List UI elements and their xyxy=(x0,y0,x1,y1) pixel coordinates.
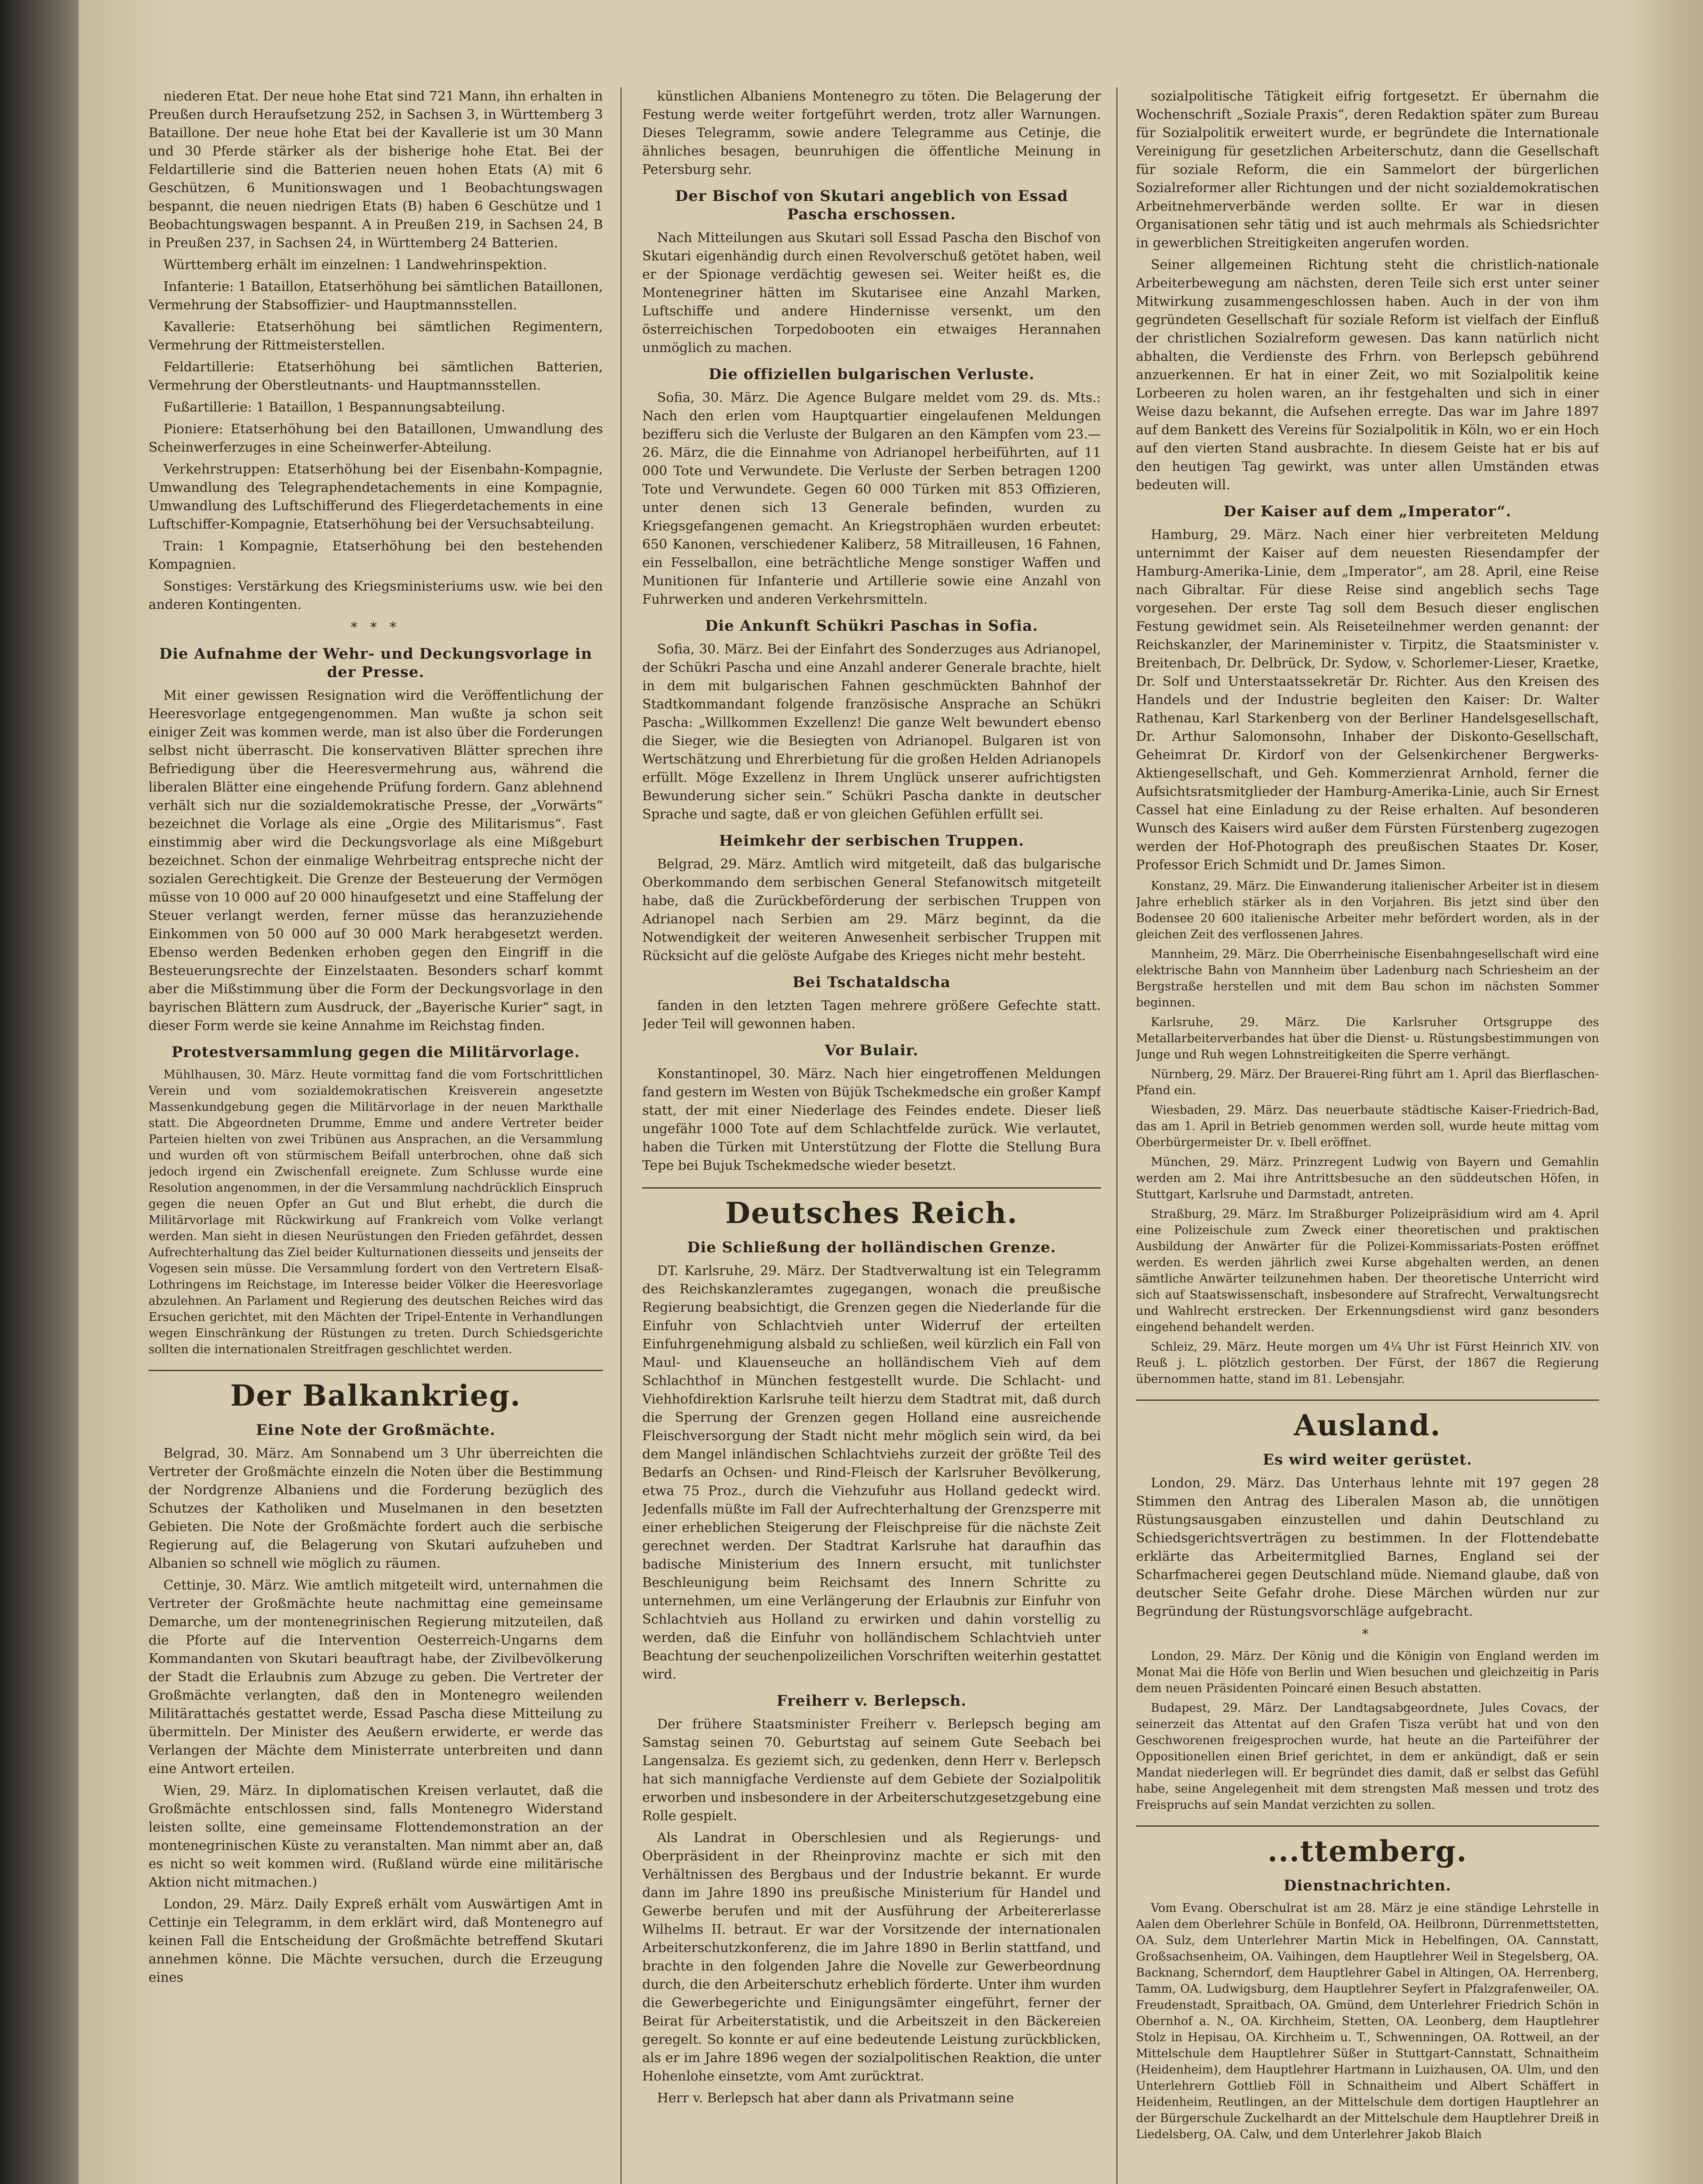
article-text: Verkehrstruppen: Etatserhöhung bei der Eisenbahn-Kompagnie, Umwandlung des Telegraphendetachements in eine Kompagnie, Umwandlung des Luftschifferund des Fliegerdetachements in eine Luftschiffer-Kompagnie, Etatserhöhung bei der Versuchsabteilung. xyxy=(149,462,603,532)
headline: Es wird weiter gerüstet. xyxy=(1263,1451,1472,1469)
article-text: Als Landrat in Oberschlesien und als Regierungs- und Oberpräsident in der Rheinprovinz machte er sich mit den Verhältnissen des Bergbaus und der Industrie bekannt. Er wurde dann im Jahre 1890 ins preußische Ministerium für Handel und Gewerbe berufen und mit der Ausführung der Arbeitererlasse Wilhelms II. betraut. Er war der Vorsitzende der internationalen Arbeiterschutzkonferenz, die im Jahre 1890 in Berlin stattfand, und brachte in den folgenden Jahre die Novelle zur Gewerbeordnung durch, die den Arbeiterschutz erheblich förderte. Unter ihm wurden die Gewerbegerichte und Einigungsämter eingeführt, ferner der Beirat für Arbeiterstatistik, und die Arbeitszeit in den Bäckereien geregelt. So konnte er auf eine bedeutende Leistung zurückblicken, als er im Jahre 1896 wegen der sozialpolitischen Reaktion, die unter Hohenlohe einsetzte, vom Amt zurücktrat. xyxy=(642,1830,1101,2084)
headline: Eine Note der Großmächte. xyxy=(256,1421,496,1439)
article-text: Konstantinopel, 30. März. Nach hier eingetroffenen Meldungen fand gestern im Westen von Büjük Tschekmedsche ein großer Kampf statt, der mit einer Niederlage des Feindes endete. Dieser ließ ungefähr 1000 Tote auf dem Schlachtfelde zurück. Wie verlautet, haben die Türken mit Unterstützung der Flotte die Stellung Bura Tepe bei Bujuk Tschekmedsche wieder besetzt. xyxy=(642,1066,1101,1173)
section-title: Deutsches Reich. xyxy=(642,1187,1101,1230)
article-text: Cettinje, 30. März. Wie amtlich mitgeteilt wird, unternahmen die Vertreter der Großmächte heute nachmittag eine gemeinsame Demarche, um der montenegrinischen Regierung mitzuteilen, daß die Pforte auf die Intervention Oesterreich-Ungarns dem Kommandanten von Skutari beauftragt habe, der Zivilbevölkerung der Stadt die Erlaubnis zum Abzuge zu geben. Die Vertreter der Großmächte verlangten, daß den in Montenegro weilenden Militärattachés gestattet werde, Essad Pascha diese Mitteilung zu übermitteln. Der Minister des Aeußern erwiderte, er werde das Verlangen der Mächte dem Ministerrate unterbreiten und dann eine Antwort erteilen. xyxy=(149,1578,603,1776)
headline: Dienstnachrichten. xyxy=(1284,1877,1451,1894)
news-item: Schleiz, 29. März. Heute morgen um 4¼ Uhr ist Fürst Heinrich XIV. von Reuß j. L. plötzlich gestorben. Der Fürst, der 1867 die Regierung übernommen hatte, stand im 81. Lebensjahr. xyxy=(1136,1340,1599,1386)
news-item: Konstanz, 29. März. Die Einwanderung italienischer Arbeiter ist in diesem Jahre erheblich stärker als in den Vorjahren. Bis jetzt sind über den Bodensee 20 600 italienische Arbeiter mehr befördert worden, als in der gleichen Zeit des verflossenen Jahres. xyxy=(1136,879,1599,941)
article-text: sozialpolitische Tätigkeit eifrig fortgesetzt. Er übernahm die Wochenschrift „Soziale Praxis“, deren Redaktion später zum Bureau für Sozialpolitik erweitert wurde, er begründete die Internationale Vereinigung für gesetzlichen Arbeiterschutz, dann die Gesellschaft für soziale Reform, die ein Sammelort der bürgerlichen Sozialreformer aller Richtungen und der nicht sozialdemokratischen Arbeitnehmerverbände werden sollte. Er war in diesen Organisationen sehr tätig und ist auch mehrmals als Schiedsrichter in gewerblichen Streitigkeiten angerufen worden. xyxy=(1136,89,1599,251)
article-text: Herr v. Berlepsch hat aber dann als Privatmann seine xyxy=(657,2091,1014,2106)
article-text: Sofia, 30. März. Bei der Einfahrt des Sonderzuges aus Adrianopel, der Schükri Pascha und eine Anzahl anderer Generale brachte, hielt in dem mit bulgarischen Fahnen geschmückten Bahnhof der Stadtkommandant folgende französische Ansprache an Schükri Pascha: „Willkommen Exzellenz! Die ganze Welt bewundert ebenso die Sieger, wie die Besiegten von Adrianopel. Bulgaren ist von Wertschätzung und Ehrerbietung für die großen Helden Adrianopels erfüllt. Möge Exzellenz in Ihrem Unglück unserer aufrichtigsten Bewunderung sicher sein.“ Schükri Pascha dankte in deutscher Sprache und sagte, daß er von gleichen Gefühlen erfüllt sei. xyxy=(642,642,1101,822)
article-text: Feldartillerie: Etatserhöhung bei sämtlichen Batterien, Vermehrung der Oberstleutnants- und Hauptmannsstellen. xyxy=(149,359,603,393)
article-text: niederen Etat. Der neue hohe Etat sind 721 Mann, ihn erhalten in Preußen durch Heraufsetzung 252, in Sachsen 3, in Württemberg 3 Bataillone. Der neue hohe Etat bei der Kavallerie ist um 30 Mann und 30 Pferde stärker als der bisherige hohe Etat. Bei der Feldartillerie sind die Batterien neuen hohen Etats (A) mit 6 Geschützen, 6 Munitionswagen und 1 Beobachtungswagen bespannt, die neuen niedrigen Etats (B) haben 6 Geschütze und 1 Beobachtungswagen bespannt. A in Preußen 219, in Sachsen 24, B in Preußen 237, in Sachsen 24, in Württemberg 24 Batterien. xyxy=(149,89,603,251)
section-separator: * * * xyxy=(350,620,401,635)
column-left xyxy=(149,87,603,2184)
article-text: Wien, 29. März. In diplomatischen Kreisen verlautet, daß die Großmächte entschlossen sind, falls Montenegro Widerstand leisten sollte, eine gemeinsame Flottendemonstration an der montenegrinischen Küste zu veranstalten. Man nimmt aber an, daß es nicht so weit kommen wird. (Rußland würde eine militärische Aktion nicht mitmachen.) xyxy=(149,1783,603,1890)
headline: Protestversammlung gegen die Militärvorlage. xyxy=(171,1044,580,1061)
column-rule xyxy=(620,87,622,2184)
column-rule xyxy=(1116,87,1118,2184)
headline: Die offiziellen bulgarischen Verluste. xyxy=(708,366,1035,383)
news-item: Mannheim, 29. März. Die Oberrheinische Eisenbahngesellschaft wird eine elektrische Bahn von Mannheim über Ladenburg nach Schriesheim an der Bergstraße herstellen und mit dem Bau schon im nächsten Sommer beginnen. xyxy=(1136,947,1599,1009)
article-text: DT. Karlsruhe, 29. März. Der Stadtverwaltung ist ein Telegramm des Reichskanzleramtes zugegangen, wonach die preußische Regierung beabsichtigt, die Grenzen gegen die Niederlande für die Einfuhr von Schlachtvieh unter Widerruf der erteilten Einfuhrgenehmigung alsbald zu schließen, weil kürzlich ein Fall von Maul- und Klauenseuche an holländischem Vieh auf dem Schlachthof in München festgestellt wurde. Die Schlacht- und Viehhofdirektion Karlsruhe teilt hierzu dem Stadtrat mit, daß durch die Sperrung der Grenzen gegen Holland eine ausreichende Fleischversorgung der Stadt nicht mehr möglich sein wird, da bei dem Mangel inländischen Schlachtviehs zurzeit der größte Teil des Bedarfs an Ochsen- und Rind-Fleisch der Karlsruher Bevölkerung, etwa 75 Proz., durch die Viehzufuhr aus Holland gedeckt wird. Jedenfalls müßte im Fall der Aufrechterhaltung der Grenzsperre mit einer erheblichen Steigerung der Fleischpreise für die nächste Zeit gerechnet werden. Der Stadtrat Karlsruhe hat daraufhin das badische Ministerium des Innern ersucht, mit tunlichster Beschleunigung beim Reichsamt des Innern Schritte zu unternehmen, um eine Verlängerung der Erlaubnis zur Einfuhr von Schlachtvieh aus Holland zu erwirken und dahin vorstellig zu werden, daß die Einfuhr von holländischem Schlachtvieh unter Beachtung der seuchenpolizeilichen Vorschriften weiterhin gestattet wird. xyxy=(642,1263,1101,1682)
article-text: Mit einer gewissen Resignation wird die Veröffentlichung der Heeresvorlage entgegengenommen. Man wußte ja schon seit einiger Zeit was kommen werde, man ist also über die Forderungen selbst nicht überrascht. Die konservativen Blätter sprechen ihre Befriedigung über die Heeresvermehrung aus, während die liberalen Blätter eine eingehende Prüfung fordern. Ganz ablehnend verhält sich nur die sozialdemokratische Presse, der „Vorwärts“ bezeichnet die Vorlage als eine „Orgie des Militarismus“. Fast einstimmig aber wird die Deckungsvorlage als eine Mißgeburt bezeichnet. Schon der einmalige Wehrbeitrag entspreche nicht der sozialen Gerechtigkeit. Die Grenze der Besteuerung der Vermögen müsse von 10 000 auf 20 000 hinaufgesetzt und eine Staffelung der Steuer verlangt werden, ferner müsse das heranzuziehende Einkommen von 50 000 auf 30 000 Mark herabgesetzt werden. Ebenso werden Bedenken erhoben gegen den Eingriff in die Besteuerungsrechte der Einzelstaaten. Besonders scharf kommt aber die Mißstimmung über die Form der Deckungsvorlage in den bayrischen Blättern zum Ausdruck, der „Bayerische Kurier“ sagt, in dieser Form werde sie keine Annahme im Reichstag finden. xyxy=(149,688,603,1033)
headline: Vor Bulair. xyxy=(824,1042,919,1059)
headline: Freiherr v. Berlepsch. xyxy=(776,1692,967,1710)
article-text: Nach Mitteilungen aus Skutari soll Essad Pascha den Bischof von Skutari eigenhändig durch einen Revolverschuß getötet haben, weil er der Spionage verdächtig gewesen sei. Weiter heißt es, die Montenegriner hätten im Skutarisee eine Anzahl Marken, Luftschiffe und andere Hindernisse versenkt, um den österreichischen Torpedobooten ein etwaiges Herannahen unmöglich zu machen. xyxy=(642,230,1101,356)
headline: Bei Tschataldscha xyxy=(793,974,951,991)
article-text: künstlichen Albaniens Montenegro zu töten. Die Belagerung der Festung werde weiter fortgeführt werden, trotz aller Warnungen. Dieses Telegramm, sowie andere Telegramme aus Cetinje, die ähnliches besagen, beunruhigen die öffentliche Meinung in Petersburg sehr. xyxy=(642,89,1101,177)
book-binding xyxy=(0,0,79,2184)
section-title: Der Balkankrieg. xyxy=(149,1370,603,1413)
article-text: Kavallerie: Etatserhöhung bei sämtlichen Regimentern, Vermehrung der Rittmeisterstellen. xyxy=(149,319,603,353)
page-edge-shadow xyxy=(1633,0,1703,2184)
article-text: Infanterie: 1 Bataillon, Etatserhöhung bei sämtlichen Bataillonen, Vermehrung der Stabsoffizier- und Hauptmannsstellen. xyxy=(149,279,603,313)
article-text: London, 29. März. Daily Expreß erhält vom Auswärtigen Amt in Cettinje ein Telegramm, in dem erklärt wird, daß Montenegro auf keinen Fall die Entscheidung der Großmächte betreffend Skutari annehmen könne. Die Mächte versuchen, durch die Erzeugung eines xyxy=(149,1897,603,1985)
news-item: Straßburg, 29. März. Im Straßburger Polizeipräsidium wird am 4. April eine Polizeischule zum Zweck einer theoretischen und praktischen Ausbildung der Anwärter für die Polizei-Kommissariats-Posten eröffnet werden. Es werden jährlich zwei Kurse abgehalten werden, an denen sämtliche Anwärter teilzunehmen haben. Der theoretische Unterricht wird sich auf Staatswissenschaft, insbesondere auf Strafrecht, Verwaltungsrecht und Wahlrecht erstrecken. Der Erkennungsdienst wird ganz besonders eingehend behandelt werden. xyxy=(1136,1207,1599,1334)
headline: Die Aufnahme der Wehr- und Deckungsvorlage in der Presse. xyxy=(159,645,592,681)
section-title: ...ttemberg. xyxy=(1136,1825,1599,1869)
article-text: Belgrad, 30. März. Am Sonnabend um 3 Uhr überreichten die Vertreter der Großmächte einzeln die Noten über die Bestimmung der Nordgrenze Albaniens und die Forderung bezüglich des Schutzes der Katholiken und Muselmanen in den besetzten Gebieten. Die Note der Großmächte fordert auch die serbische Regierung auf, die Belagerung von Skutari aufzuheben und Albanien so schnell wie möglich zu räumen. xyxy=(149,1446,603,1571)
news-item: München, 29. März. Prinzregent Ludwig von Bayern und Gemahlin werden am 2. Mai ihre Antrittsbesuche an den süddeutschen Höfen, in Stuttgart, Karlsruhe und Darmstadt, antreten. xyxy=(1136,1155,1599,1201)
article-text: Pioniere: Etatserhöhung bei den Bataillonen, Umwandlung des Scheinwerferzuges in eine Scheinwerfer-Abteilung. xyxy=(149,422,603,455)
news-item: Budapest, 29. März. Der Landtagsabgeordnete, Jules Covacs, der seinerzeit das Attentat auf den Grafen Tisza verübt hat und von den Geschworenen freigesprochen wurde, hat heute an die Parteiführer der Oppositionellen einen Brief gerichtet, in dem er ankündigt, daß er sein Mandat niederlegen will. Er begründet dies damit, daß er selbst das Gefühl habe, seine Angelegenheit mit dem strengsten Maß messen und trotz des Freispruchs auf sein Mandat verzichten zu sollen. xyxy=(1136,1701,1599,1812)
article-text: Seiner allgemeinen Richtung steht die christlich-nationale Arbeiterbewegung am nächsten, deren Teile sich erst unter seiner Mitwirkung zusammengeschlossen haben. Auch in der von ihm gegründeten Gesellschaft für soziale Reform ist vielfach der Einfluß der christlichen Sozialreform gewesen. Das kann natürlich nicht abhalten, die Verdienste des Frhrn. von Berlepsch gebührend anzuerkennen. Er hat in einer Zeit, wo mit Sozialpolitik keine Lorbeeren zu holen waren, an ihr festgehalten und sich in einer Weise dazu bekannt, die Aufsehen erregte. Das war im Jahre 1897 auf dem Bankett des Vereins für Sozialpolitik in Köln, wo er ein Hoch auf den vierten Stand ausbrachte. In diesem Geiste hat er bis auf den heutigen Tag gewirkt, was unter allen Umständen etwas bedeuten will. xyxy=(1136,257,1599,493)
article-text: London, 29. März. Das Unterhaus lehnte mit 197 gegen 28 Stimmen den Antrag des Liberalen Mason ab, die unnötigen Rüstungsausgaben einzustellen und dahin Deutschland zu Schiedsgerichtsverträgen zu bestimmen. In der Flottendebatte erklärte das Arbeitermitglied Barnes, England sei der Scharfmacherei gegen Deutschland müde. Niemand glaube, daß von deutscher Seite Gefahr drohe. Diese Märchen würden nur zur Begründung der Rüstungsvorschläge aufgebracht. xyxy=(1136,1476,1599,1619)
headline: Die Ankunft Schükri Paschas in Sofia. xyxy=(705,617,1038,635)
article-text: Fußartillerie: 1 Bataillon, 1 Bespannungsabteilung. xyxy=(163,400,505,415)
article-text: Württemberg erhält im einzelnen: 1 Landwehrinspektion. xyxy=(163,257,547,273)
article-text: Train: 1 Kompagnie, Etatserhöhung bei den bestehenden Kompagnien. xyxy=(149,539,603,572)
headline: Der Bischof von Skutari angeblich von Essad Pascha erschossen. xyxy=(675,187,1068,223)
headline: Der Kaiser auf dem „Imperator“. xyxy=(1223,503,1512,520)
article-text: fanden in den letzten Tagen mehrere größere Gefechte statt. Jeder Teil will gewonnen haben. xyxy=(642,998,1101,1032)
article-text: Vom Evang. Oberschulrat ist am 28. März je eine ständige Lehrstelle in Aalen dem Oberlehrer Schüle in Bonfeld, OA. Heilbronn, Dürrenmettstetten, OA. Sulz, dem Unterlehrer Martin Mick in Hebelfingen, OA. Cannstatt, Großsachsenheim, OA. Vaihingen, dem Hauptlehrer Weil in Stegelsberg, OA. Backnang, Scherndorf, dem Hauptlehrer Gabel in Altingen, OA. Herrenberg, Tamm, OA. Ludwigsburg, dem Hauptlehrer Seyfert in Pfalzgrafenweiler, OA. Freudenstadt, Spraitbach, OA. Gmünd, dem Unterlehrer Friedrich Schön in Obernhof a. N., OA. Kirchheim, Stetten, OA. Leonberg, dem Hauptlehrer Stolz in Hepisau, OA. Kirchheim u. T., Schwenningen, OA. Rottweil, an der Mittelschule dem Hauptlehrer Süßer in Stuttgart-Cannstatt, Schnaitheim (Heidenheim), dem Hauptlehrer Hartmann in Luizhausen, OA. Ulm, und den Unterlehrern Gottlieb Föll in Schnaitheim und Albert Schäffert in Heidenheim, Reutlingen, an der Mittelschule dem dortigen Hauptlehrer an der Bürgerschule Zuckelhardt an der Mittelschule dem Hauptlehrer Dreiß in Liedelsberg, OA. Calw, und dem Unterlehrer Jakob Blaich xyxy=(1136,1901,1599,2141)
article-text: Mühlhausen, 30. März. Heute vormittag fand die vom Fortschrittlichen Verein und vom sozialdemokratischen Kreisverein angesetzte Massenkundgebung gegen die Militärvorlage in der neuen Markthalle statt. Die Abgeordneten Drumme, Emme und andere Vertreter beider Parteien hielten von zwei Tribünen aus Ansprachen, an die Versammlung und wurden oft von stürmischem Beifall unterbrochen, ohne daß sich jedoch irgend ein Zwischenfall ereignete. Zum Schlusse wurde eine Resolution angenommen, in der die Versammlung nachdrücklich Einspruch gegen die neuen Opfer an Gut und Blut erhebt, die durch die Militärvorlage mit Rückwirkung auf Frankreich vom Volke verlangt werden. Man sieht in diesen Neurüstungen den Frieden gefährdet, dessen Aufrechterhaltung das Ziel beider Kulturnationen diesseits und jenseits der Vogesen sein müsse. Die Versammlung fordert von den Vertretern Elsaß-Lothringens im Reichstage, im Interesse beider Völker die Heeresvorlage abzulehnen. An Parlament und Regierung des deutschen Reiches wird das Ersuchen gerichtet, mit den Mächten der Tripel-Entente in Verhandlungen wegen Einschränkung der Rüstungen zu treten. Durch Schiedsgerichte sollten die internationalen Streitfragen geschlichtet werden. xyxy=(149,1068,603,1356)
article-text: Sonstiges: Verstärkung des Kriegsministeriums usw. wie bei den anderen Kontingenten. xyxy=(149,579,603,612)
article-text: Hamburg, 29. März. Nach einer hier verbreiteten Meldung unternimmt der Kaiser auf dem neuesten Riesendampfer der Hamburg-Amerika-Linie, dem „Imperator“, am 28. April, eine Reise nach Gibraltar. Für diese Reise sind angeblich sechs Tage vorgesehen. Der erste Tag soll dem Besuch dieser englischen Festung gewidmet sein. Als Reiseteilnehmer werden genannt: der Reichskanzler, der Marineminister v. Tirpitz, die Staatsminister v. Breitenbach, Dr. Delbrück, Dr. Sydow, v. Schorlemer-Lieser, Kraetke, Dr. Solf und Unterstaatssekretär Dr. Richter. Aus den Kreisen des Handels und der Industrie begleiten den Kaiser: Dr. Walter Rathenau, Karl Starkenberg von der Berliner Handelsgesellschaft, Dr. Arthur Salomonsohn, Inhaber der Diskonto-Gesellschaft, Geheimrat Dr. Kirdorf von der Gelsenkirchener Bergwerks-Aktiengesellschaft, und Geh. Kommerzienrat Arnhold, ferner die Aufsichtsratsmitglieder der Hamburg-Amerika-Linie, auch Sir Ernest Cassel hat eine Einladung zu der Reise erhalten. Auf besonderen Wunsch des Kaisers wird außer dem Fürsten Fürstenberg zugezogen werden der Hof-Photograph des preußischen Staates Dr. Koser, Professor Erich Schmidt und Dr. James Simon. xyxy=(1136,527,1599,873)
section-separator: * xyxy=(1362,1627,1373,1642)
headline: Die Schließung der holländischen Grenze. xyxy=(687,1239,1056,1256)
article-text: Belgrad, 29. März. Amtlich wird mitgeteilt, daß das bulgarische Oberkommando dem serbischen General Stefanowitsch mitgeteilt habe, daß die Zurückbeförderung der serbischen Truppen von Adrianopel nach Serbien am 29. März beginnt, da die Notwendigkeit der weiteren Anwesenheit serbischer Truppen mit Rücksicht auf die gelöste Aufgabe des Krieges nicht mehr besteht. xyxy=(642,857,1101,964)
news-item: Karlsruhe, 29. März. Die Karlsruher Ortsgruppe des Metallarbeiterverbandes hat über die Dienst- u. Rüstungsbestimmungen von Junge und Ruh wegen Lohnstreitigkeiten die Sperre verhängt. xyxy=(1136,1016,1599,1061)
column-right xyxy=(1136,87,1599,2184)
article-text: Sofia, 30. März. Die Agence Bulgare meldet vom 29. ds. Mts.: Nach den erlen vom Hauptquartier eingelaufenen Meldungen bezifferu sich die Verluste der Bulgaren an den Kämpfen vom 23.—26. März, die die Einnahme von Adrianopel herbeiführten, auf 11 000 Tote und Verwundete. Die Verluste der Serben betragen 1200 Tote und Verwundete. Gegen 60 000 Türken mit 853 Offizieren, unter denen sich 13 Generale befinden, wurden zu Kriegsgefangenen gemacht. An Kriegstrophäen wurden erbeutet: 650 Kanonen, verschiedener Kaliberz, 58 Mitrailleusen, 16 Fahnen, ein Fesselballon, eine beträchtliche Menge sonstiger Waffen und Munitionen für Infanterie und Artillerie sowie eine Anzahl von Fuhrwerken und anderen Verkehrsmitteln. xyxy=(642,390,1101,607)
column-middle xyxy=(642,87,1101,2184)
headline: Heimkehr der serbischen Truppen. xyxy=(719,832,1025,850)
news-item: London, 29. März. Der König und die Königin von England werden im Monat Mai die Höfe von Berlin und Wien besuchen und gleichzeitig in Paris dem neuen Präsidenten Poincaré einen Besuch abstatten. xyxy=(1136,1649,1599,1695)
news-item: Nürnberg, 29. März. Der Brauerei-Ring führt am 1. April das Bierflaschen-Pfand ein. xyxy=(1136,1068,1599,1097)
article-text: Der frühere Staatsminister Freiherr v. Berlepsch beging am Samstag seinen 70. Geburtstag auf seinem Gute Seebach bei Langensalza. Es geziemt sich, zu gedenken, denn Herr v. Berlepsch hat sich mannigfache Verdienste auf dem Gebiete der Sozialpolitik erworben und insbesondere in der Arbeiterschutzgesetzgebung eine Rolle gespielt. xyxy=(642,1717,1101,1824)
news-item: Wiesbaden, 29. März. Das neuerbaute städtische Kaiser-Friedrich-Bad, das am 1. April in Betrieb genommen werden soll, wurde heute mittag vom Oberbürgermeister Dr. v. Ibell eröffnet. xyxy=(1136,1103,1599,1149)
section-title: Ausland. xyxy=(1136,1400,1599,1443)
newspaper-page xyxy=(79,0,1703,2184)
